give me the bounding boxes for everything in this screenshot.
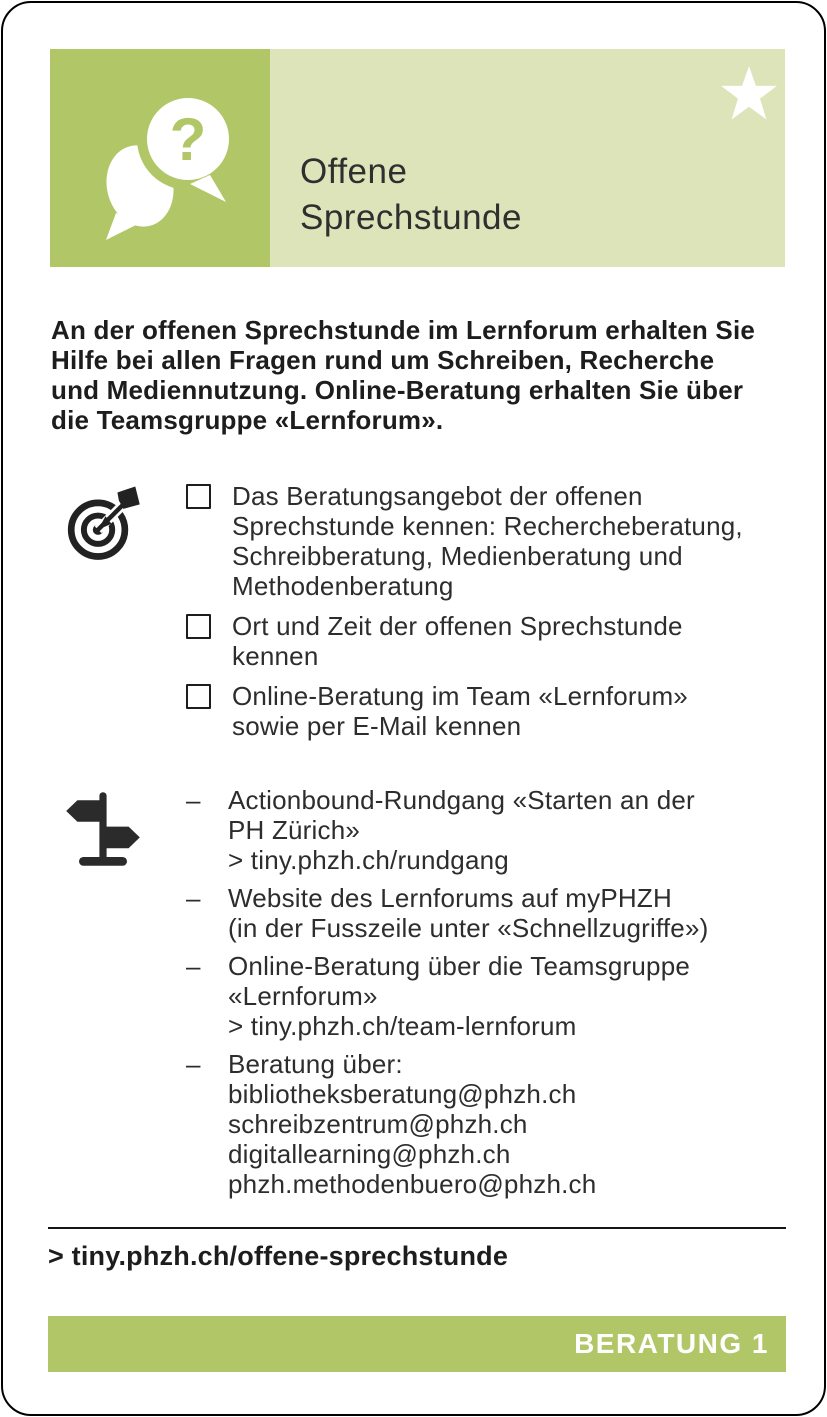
email-address[interactable]: schreibzentrum@phzh.ch [228,1109,528,1139]
resource-item-text: Online-Beratung über die Teamsgruppe «Lernforum» > tiny.phzh.ch/team-lernforum [228,951,691,1041]
intro-text: An der offenen Sprechstunde im Lernforum erhalten Sie Hilfe bei allen Fragen rund um Schreiben, Recherche und Mediennutzung. Online-Beratung erhalten Sie über die Teamsgruppe «Lernforum». [51,315,756,435]
resource-link[interactable]: > tiny.phzh.ch/team-lernforum [228,1011,577,1041]
star-icon [720,66,778,122]
card-header [50,49,785,267]
footer-link[interactable]: > tiny.phzh.ch/offene-sprechstunde [48,1241,509,1271]
goals-section [51,481,788,741]
email-address[interactable]: bibliotheksberatung@phzh.ch [228,1079,577,1109]
goal-item [186,481,788,601]
email-address[interactable]: digitallearning@phzh.ch [228,1139,511,1169]
goal-item [186,611,788,671]
resource-item-text: Actionbound-Rundgang «Starten an der PH Zürich» > tiny.phzh.ch/rundgang [228,785,695,875]
resources-list [186,785,788,1199]
resources-icon-column [51,785,186,1199]
card-title: Offene Sprechstunde [300,152,522,237]
goals-list [186,481,788,741]
signpost-icon [63,789,143,869]
resource-item-text: Beratung über: bibliotheksberatung@phzh.ch schreibzentrum@phzh.ch digitallearning@phzh.ch phzh.methodenbuero@phzh.ch [228,1049,597,1199]
goal-item-text: Ort und Zeit der offenen Sprechstunde kennen [232,611,683,671]
resource-item-text: Website des Lernforums auf myPHZH (in der Fusszeile unter «Schnellzugriffe») [228,883,709,943]
checkbox-unchecked[interactable] [186,684,211,709]
goal-item-text: Online-Beratung im Team «Lernforum» sowie per E-Mail kennen [232,681,688,741]
dash-bullet: – [186,785,201,815]
target-icon [65,485,143,561]
dash-bullet: – [186,1049,201,1079]
checkbox-unchecked[interactable] [186,614,211,639]
dash-bullet: – [186,883,201,913]
resources-section [51,785,788,1199]
checkbox-unchecked[interactable] [186,484,211,509]
info-card [1,1,826,1416]
resource-item [186,883,788,943]
speech-bubbles-question-icon [100,89,240,241]
svg-text:?: ? [169,106,207,173]
resource-item [186,785,788,875]
email-address[interactable]: phzh.methodenbuero@phzh.ch [228,1169,597,1199]
category-bar [48,1316,786,1372]
dash-bullet: – [186,951,201,981]
resource-item [186,951,788,1041]
goal-item-text: Das Beratungsangebot der offenen Sprechstunde kennen: Rechercheberatung, Schreibberatung, Medienberatung und Methodenberatung [232,481,743,601]
goal-item [186,681,788,741]
header-icon-block [50,49,270,267]
footer-divider [48,1227,786,1229]
resource-link[interactable]: > tiny.phzh.ch/rundgang [228,845,509,875]
resource-item [186,1049,788,1199]
category-badge: BERATUNG 1 [574,1328,769,1359]
header-title-block [270,49,785,267]
goals-icon-column [51,481,186,741]
